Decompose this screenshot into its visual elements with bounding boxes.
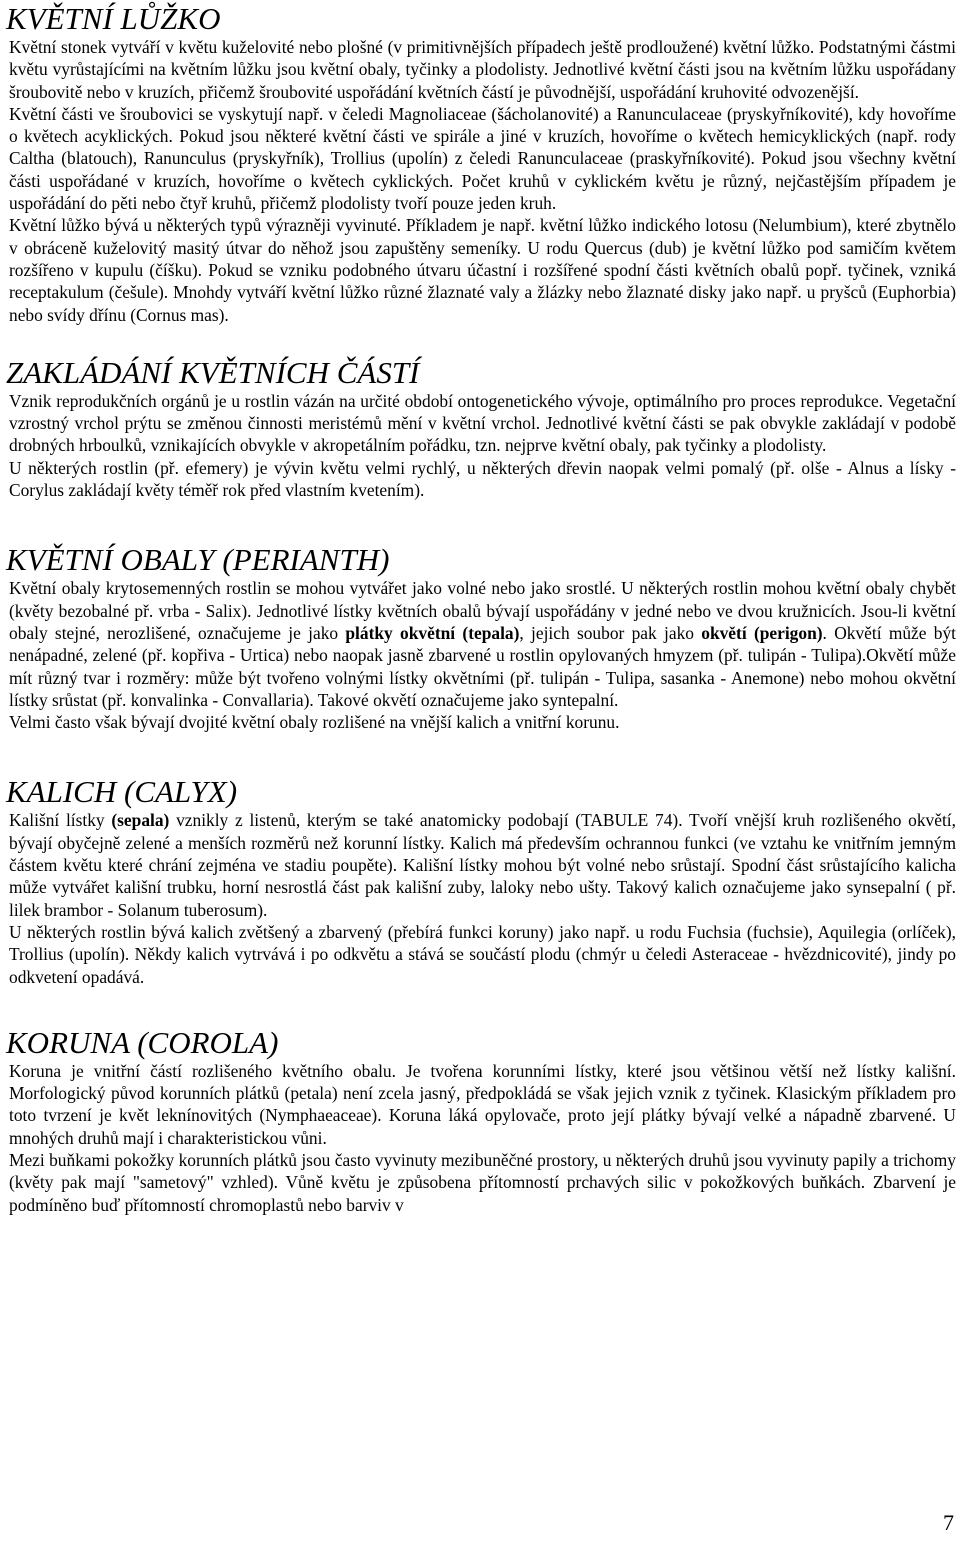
section-body	[6, 1060, 956, 1216]
text-run: Květní obaly krytosemenných rostlin se mohou vytvářet jako volné nebo jako srostlé. U některých rostlin mohou květní obaly chybět (květy bezobalné př. vrba - Salix). Jednotlivé lístky květních obalů bývají uspořádány v jedné nebo ve dvou kružnicích. Jsou-li květní obaly stejné, nerozlišené, označujeme je jako	[9, 578, 956, 643]
section-body	[6, 809, 956, 987]
section-heading: ZAKLÁDÁNÍ KVĚTNÍCH ČÁSTÍ	[6, 354, 420, 390]
section-koruna	[6, 1026, 956, 1216]
text-run: U některých rostlin (př. efemery) je vývin květu velmi rychlý, u některých dřevin naopak velmi pomalý (př. olše - Alnus a lísky - Corylus zakládají květy téměř rok před vlastním kvetením).	[9, 457, 956, 501]
text-run: Mezi buňkami pokožky korunních plátků jsou často vyvinuty mezibuněčné prostory, u některých druhů jsou vyvinuty papily a trichomy (květy pak mají "sametový" vzhled). Vůně květu je způsobena přítomností prchavých silic v pokožkových buňkách. Zbarvení je podmíněno buď přítomností chromoplastů nebo barviv v	[9, 1149, 956, 1215]
page-number: 7	[943, 1510, 954, 1535]
bold-term: plátky okvětní (tepala)	[345, 622, 520, 643]
section-body	[6, 577, 956, 733]
paragraph	[9, 390, 956, 457]
paragraph	[9, 711, 956, 733]
bold-term: okvětí (perigon)	[701, 622, 823, 643]
text-run: Vznik reprodukčních orgánů je u rostlin vázán na určité období ontogenetického vývoje, optimálního pro proces reprodukce. Vegetační vzrostný vrchol prýtu se změnou činnosti meristémů mění v květní vrchol. Jednotlivé květní části se pak obvykle zakládají v podobě drobných hrboulků, vznikajících obvykle v akropetálním pořádku, tzn. nejprve květní obaly, pak tyčinky a plodolisty.	[9, 390, 956, 456]
text-run: Velmi často však bývají dvojité květní obaly rozlišené na vnější kalich a vnitřní korunu.	[9, 712, 620, 733]
section-body	[6, 390, 956, 501]
section-kvetni-luzko	[6, 2, 956, 326]
document-page	[6, 0, 956, 1216]
section-kalich	[6, 775, 956, 987]
text-run: Kališní lístky	[9, 810, 112, 831]
text-run: Květní stonek vytváří v květu kuželovité nebo plošné (v primitivnějších případech ještě prodloužené) květní lůžko. Podstatnými částmi květu vyrůstajícími na květním lůžku jsou květní obaly, tyčinky a plodolisty. Jednotlivé květní části jsou na květním lůžku uspořádany šroubovitě nebo v kruzích, přičemž šroubovité uspořádání květních částí je původnější, uspořádání kruhovité odvozenější.	[9, 37, 956, 102]
section-zakladani	[6, 356, 956, 501]
text-run: Koruna je vnitřní částí rozlišeného květního obalu. Je tvořena korunními lístky, které jsou většinou větší než lístky kališní. Morfologický původ korunních plátků (petala) není zcela jasný, předpokládá se však jejich vznik z tyčinek. Klasickým příkladem pro toto tvrzení je květ leknínovitých (Nymphaeaceae). Koruna láká opylovače, proto její plátky bývají velké a nápadně zbarvené. U mnohých druhů mají i charakteristickou vůni.	[9, 1060, 956, 1148]
section-heading: KALICH (CALYX)	[6, 774, 238, 810]
bold-term: (sepala)	[111, 810, 170, 831]
paragraph	[9, 457, 956, 502]
paragraph	[9, 577, 956, 711]
paragraph	[9, 1149, 956, 1216]
text-run: Květní části ve šroubovici se vyskytují např. v čeledi Magnoliaceae (šácholanovité) a Ranunculaceae (pryskyřníkovité), kdy hovoříme o květech acyklických. Pokud jsou některé květní části ve spirále a jiné v kruzích, hovoříme o květech hemicyklických (např. rody Caltha (blatouch), Ranunculus (pryskyřník), Trollius (upolín) z čeledi Ranunculaceae (praskyřníkovité). Pokud jsou všechny květní části uspořádané v kruzích, hovoříme o květech cyklických. Počet kruhů v cyklickém květu je různý, nejčastějším případem je uspořádání do pěti nebo čtyř kruhů, přičemž plodolisty tvoří pouze jeden kruh.	[9, 103, 956, 214]
paragraph	[9, 809, 956, 920]
text-run: , jejich soubor pak jako	[519, 622, 702, 643]
paragraph	[9, 103, 956, 214]
paragraph	[9, 1060, 956, 1149]
paragraph	[9, 921, 956, 988]
section-heading: KORUNA (COROLA)	[6, 1024, 279, 1060]
section-heading: KVĚTNÍ OBALY (PERIANTH)	[6, 542, 390, 578]
section-kvetni-obaly	[6, 543, 956, 733]
section-heading: KVĚTNÍ LŮŽKO	[6, 1, 221, 36]
text-run: U některých rostlin bývá kalich zvětšený a zbarvený (přebírá funkci koruny) jako např. u rodu Fuchsia (fuchsie), Aquilegia (orlíček), Trollius (upolín). Někdy kalich vytrvává i po odkvětu a stává se součástí plodu (chmýr u čeledi Asteraceae - hvězdnicovité), jindy po odkvetení opadává.	[9, 921, 956, 987]
text-run: vznikly z listenů, kterým se také anatomicky podobají (TABULE 74). Tvoří vnější kruh rozlišeného okvětí, bývají obyčejně zelené a menších rozměrů než korunní lístky. Kalich má především ochrannou funkci (ve vztahu ke vnitřním jemným částem květu které chrání zejména ve stadiu poupěte). Kališní lístky mohou být volné nebo srůstají. Spodní část srůstajícího kalicha může vytvářet kališní trubku, horní nesrostlá část pak kališní zuby, laloky nebo ušty. Takový kalich označujeme jako synsepalní ( př. lilek brambor - Solanum tuberosum).	[9, 810, 956, 920]
text-run: Květní lůžko bývá u některých typů výrazněji vyvinuté. Příkladem je např. květní lůžko indického lotosu (Nelumbium), které zbytnělo v obráceně kuželovitý masitý útvar do něhož jsou zapuštěny semeníky. U rodu Quercus (dub) je květní lůžko pod samičím květem rozšířeno v kupulu (číšku). Pokud se vzniku podobného útvaru účastní i rozšířené spodní části květních obalů popř. tyčinek, vzniká receptakulum (češule). Mnohdy vytváří květní lůžko různé žlaznaté valy a žlázky nebo žlaznaté disky jako např. u pryšců (Euphorbia) nebo svídy dřínu (Cornus mas).	[9, 215, 956, 325]
paragraph	[9, 214, 956, 325]
text-run: . Okvětí může být nenápadné, zelené (př. kopřiva - Urtica) nebo naopak jasně zbarvené u rostlin opylovaných hmyzem (př. tulipán - Tulipa).Okvětí může mít různý tvar i rozměry: může být tvořeno volnými lístky okvětními (př. tulipán - Tulipa, sasanka - Anemone) nebo mohou okvětní lístky srůstat (př. konvalinka - Convallaria). Takové okvětí označujeme jako syntepalní.	[9, 622, 956, 710]
paragraph	[9, 36, 956, 103]
section-body	[6, 36, 956, 326]
